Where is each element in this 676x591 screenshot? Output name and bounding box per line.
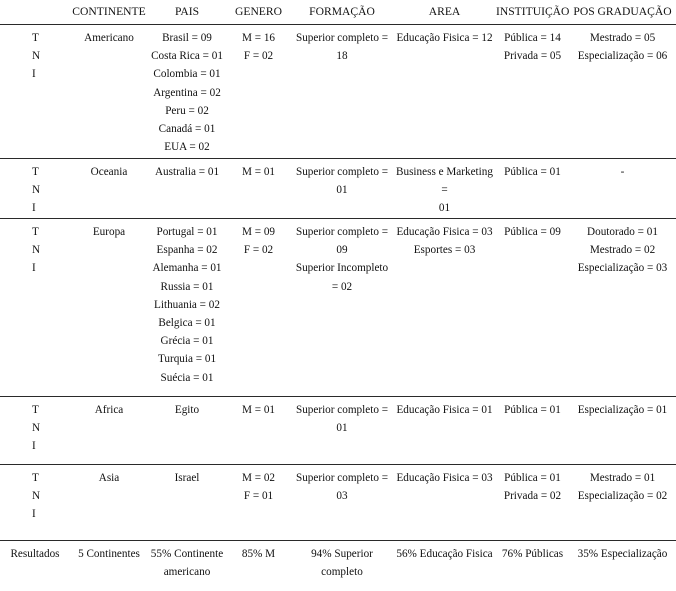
row-label-line: T: [32, 32, 39, 44]
header-instituicao: INSTITUIÇÃO: [496, 5, 570, 18]
continente-cell: [70, 159, 148, 219]
pais-cell-line: Lithuania = 02: [154, 298, 220, 311]
formacao-cell-line: Superior completo =: [295, 404, 389, 416]
row-label-line: N: [32, 422, 41, 435]
pos-graduacao-cell-line: Especialização = 01: [577, 404, 668, 416]
genero-cell-line: M = 02: [241, 472, 276, 484]
pais-cell-line: Israel: [174, 472, 200, 484]
pos-graduacao-cell: [569, 219, 676, 397]
results-pais: [148, 541, 226, 582]
genero-cell-line: M = 16: [241, 32, 276, 44]
pais-cell-line: Turquia = 01: [157, 353, 217, 366]
formacao-cell: [291, 397, 393, 465]
results-pais-line: 55% Continente: [150, 548, 224, 560]
pais-cell-line: Peru = 02: [165, 104, 209, 117]
pos-graduacao-cell: [569, 159, 676, 219]
header-genero: GENERO: [234, 5, 282, 18]
continente-cell-line: Europa: [92, 226, 126, 238]
row-label: [0, 219, 70, 397]
area-cell: [393, 465, 496, 541]
results-area: [393, 541, 496, 582]
pais-cell-line: Alemanha = 01: [152, 262, 222, 275]
pos-graduacao-cell-line: Doutorado = 01: [587, 226, 658, 238]
instituicao-cell-line: Privada = 05: [503, 50, 562, 63]
results-continente-line: 5 Continentes: [78, 548, 140, 560]
continente-cell-line: Oceania: [90, 166, 128, 178]
formacao-cell-line: Superior completo =: [295, 226, 389, 238]
continente-cell: [70, 465, 148, 541]
pais-cell: [148, 465, 226, 541]
pais-cell: [148, 397, 226, 465]
pais-cell-line: EUA = 02: [164, 141, 210, 154]
formacao-cell-line: 03: [336, 490, 348, 503]
formacao-cell-line: Superior completo =: [295, 472, 389, 484]
pais-cell-line: Colombia = 01: [153, 68, 221, 81]
pais-cell: [148, 159, 226, 219]
formacao-cell: [291, 465, 393, 541]
pos-graduacao-cell: [569, 25, 676, 159]
area-cell: [393, 397, 496, 465]
results-label-line: Resultados: [10, 548, 60, 560]
results-formacao-line: 94% Superior: [311, 548, 373, 560]
pos-graduacao-cell-line: Especialização = 06: [577, 50, 668, 63]
table-row: [0, 219, 676, 397]
pais-cell-line: Australia = 01: [154, 166, 220, 178]
pais-cell-line: Grécia = 01: [160, 335, 214, 348]
results-continente: [70, 541, 148, 582]
instituicao-cell: [496, 397, 569, 465]
results-row: [0, 541, 676, 582]
header-blank: [0, 0, 70, 25]
instituicao-cell: [496, 159, 569, 219]
formacao-cell-line: 01: [336, 184, 348, 197]
area-cell: [393, 159, 496, 219]
header-area: AREA: [428, 5, 461, 18]
formacao-cell: [291, 159, 393, 219]
area-cell-line: Esportes = 03: [413, 244, 476, 257]
pais-cell-line: Canadá = 01: [158, 123, 216, 136]
formacao-cell: [291, 25, 393, 159]
pais-cell-line: Portugal = 01: [156, 226, 218, 238]
table-row: [0, 159, 676, 219]
row-label-line: T: [32, 226, 39, 238]
instituicao-cell-line: Pública = 01: [504, 166, 561, 178]
area-cell-line: 01: [438, 202, 451, 215]
instituicao-cell-line: Pública = 14: [504, 32, 561, 44]
instituicao-cell: [496, 219, 569, 397]
formacao-cell-line: 09: [336, 244, 348, 257]
instituicao-cell: [496, 25, 569, 159]
results-area-line: 56% Educação Fisica: [396, 548, 493, 560]
area-cell-line: Educação Fisica = 01: [396, 404, 493, 416]
results-genero-line: 85% M: [241, 548, 276, 560]
area-cell: [393, 219, 496, 397]
continente-cell-line: Americano: [84, 32, 134, 44]
area-cell-line: Educação Fisica = 03: [396, 226, 493, 238]
instituicao-cell-line: Pública = 01: [504, 404, 561, 416]
formacao-cell-line: Superior Incompleto: [295, 262, 389, 275]
pos-graduacao-cell-line: Mestrado = 01: [589, 472, 656, 484]
pos-graduacao-cell-line: Especialização = 03: [577, 262, 668, 275]
results-instituicao: [496, 541, 569, 582]
pos-graduacao-cell-line: Mestrado = 05: [589, 32, 656, 44]
pos-graduacao-cell-line: Mestrado = 02: [589, 244, 656, 257]
pais-cell-line: Belgica = 01: [158, 317, 216, 330]
formacao-cell-line: Superior completo =: [295, 166, 389, 178]
pais-cell-line: Egito: [174, 404, 200, 416]
row-label-line: I: [32, 202, 36, 215]
pos-graduacao-cell: [569, 397, 676, 465]
row-label-line: T: [32, 472, 39, 484]
area-cell-line: Educação Fisica = 12: [396, 32, 493, 44]
area-cell: [393, 25, 496, 159]
pais-cell: [148, 219, 226, 397]
pos-graduacao-cell: [569, 465, 676, 541]
row-label-line: T: [32, 166, 39, 178]
results-instituicao-line: 76% Públicas: [501, 548, 564, 560]
row-label-line: I: [32, 262, 36, 275]
row-label: [0, 25, 70, 159]
results-formacao: [291, 541, 393, 582]
genero-cell: [226, 397, 291, 465]
row-label-line: I: [32, 440, 36, 453]
formacao-cell-line: Superior completo =: [295, 32, 389, 44]
results-genero: [226, 541, 291, 582]
row-label: [0, 159, 70, 219]
genero-cell-line: F = 01: [243, 490, 274, 503]
continente-cell: [70, 397, 148, 465]
genero-cell-line: M = 01: [241, 166, 276, 178]
results-pos-line: 35% Especialização: [577, 548, 668, 560]
row-label-line: N: [32, 50, 41, 63]
header-continente: CONTINENTE: [72, 5, 146, 18]
genero-cell: [226, 25, 291, 159]
row-label: [0, 397, 70, 465]
header-pos-graduacao: POS GRADUAÇÃO: [573, 5, 672, 18]
table-row: [0, 397, 676, 465]
genero-cell: [226, 465, 291, 541]
formacao-cell-line: 18: [336, 50, 348, 63]
pais-cell-line: Costa Rica = 01: [151, 50, 223, 63]
instituicao-cell: [496, 465, 569, 541]
results-pos: [569, 541, 676, 582]
row-label-line: I: [32, 508, 36, 521]
row-label-line: N: [32, 184, 41, 197]
pais-cell-line: Brasil = 09: [162, 32, 212, 44]
pais-cell-line: Espanha = 02: [156, 244, 218, 257]
genero-cell-line: F = 02: [243, 50, 274, 63]
continente-cell-line: Asia: [98, 472, 120, 484]
row-label-line: N: [32, 490, 41, 503]
genero-cell-line: M = 09: [241, 226, 276, 238]
row-label-line: I: [32, 68, 36, 81]
continente-cell: [70, 25, 148, 159]
genero-cell: [226, 219, 291, 397]
formacao-cell: [291, 219, 393, 397]
row-label: [0, 465, 70, 541]
instituicao-cell-line: Privada = 02: [503, 490, 562, 503]
pais-cell-line: Suécia = 01: [160, 371, 214, 384]
results-pais-line: americano: [163, 566, 211, 579]
formacao-cell-line: 01: [336, 422, 348, 435]
pais-cell-line: Russia = 01: [160, 280, 214, 293]
genero-cell-line: F = 02: [243, 244, 274, 257]
results-formacao-line: completo: [321, 566, 363, 579]
genero-cell-line: M = 01: [241, 404, 276, 416]
continente-cell-line: Africa: [94, 404, 124, 416]
pos-graduacao-cell-line: Especialização = 02: [577, 490, 668, 503]
continente-cell: [70, 219, 148, 397]
results-label: [0, 541, 70, 582]
pais-cell: [148, 25, 226, 159]
formacao-cell-line: = 02: [331, 280, 353, 293]
pais-cell-line: Argentina = 02: [153, 86, 221, 99]
row-label-line: N: [32, 244, 41, 257]
pos-graduacao-cell-line: -: [620, 166, 625, 178]
header-pais: PAIS: [174, 5, 200, 18]
header-row: [0, 0, 676, 25]
header-formacao: FORMAÇÃO: [309, 5, 375, 18]
table-row: [0, 465, 676, 541]
area-cell-line: Educação Fisica = 03: [396, 472, 493, 484]
genero-cell: [226, 159, 291, 219]
instituicao-cell-line: Pública = 09: [504, 226, 561, 238]
table-row: [0, 25, 676, 159]
area-cell-line: Business e Marketing =: [396, 166, 493, 197]
row-label-line: T: [32, 404, 39, 416]
instituicao-cell-line: Pública = 01: [504, 472, 561, 484]
